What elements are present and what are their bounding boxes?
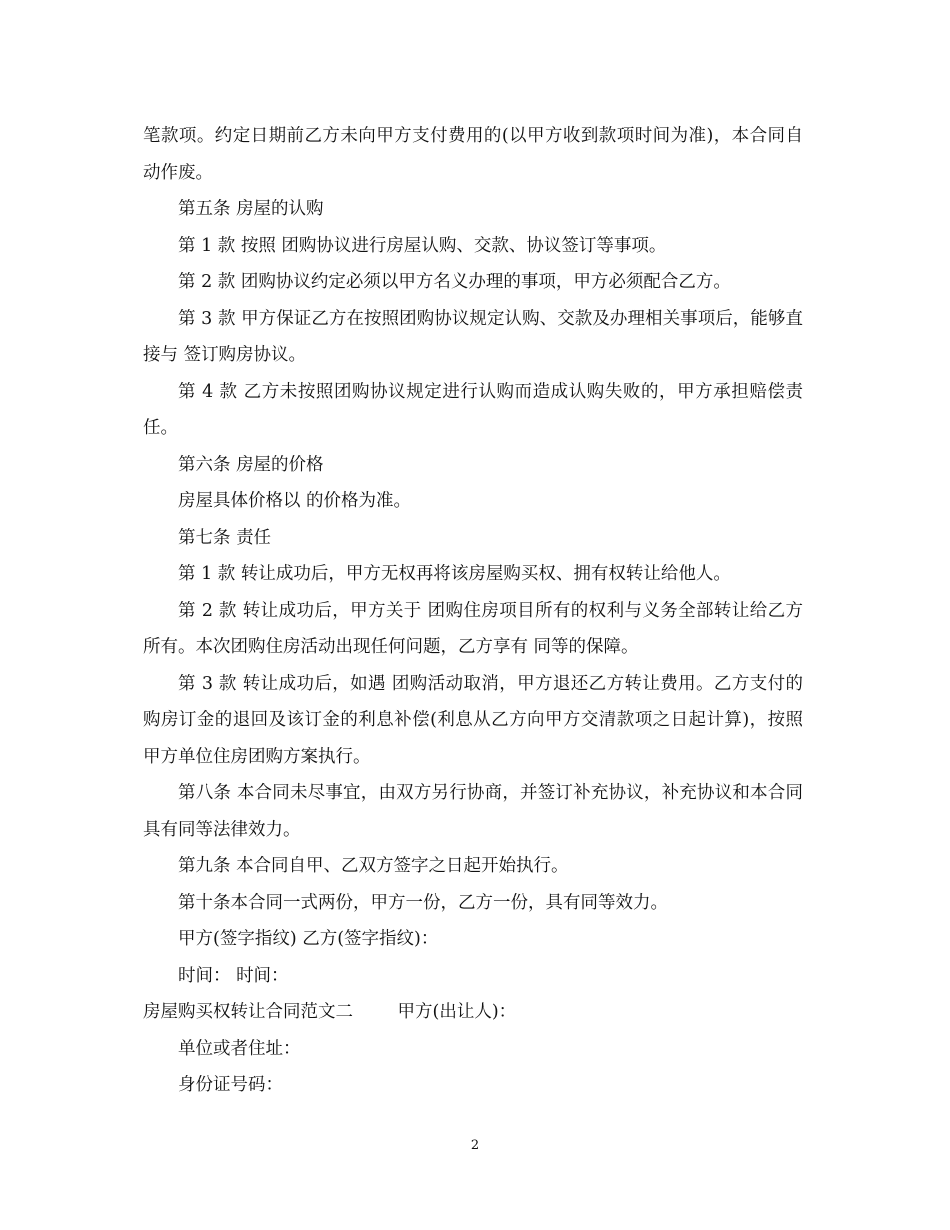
page-number: 2 xyxy=(470,1138,480,1153)
article-heading: 第五条 房屋的认购 xyxy=(178,199,324,219)
paragraph: 第八条 本合同未尽事宜，由双方另行协商，并签订补充协议，补充协议和本合同具有同等法律效力。 xyxy=(143,783,803,840)
article-heading: 第六条 房屋的价格 xyxy=(178,454,324,475)
signature-line: 甲方(签字指纹) 乙方(签字指纹)： xyxy=(178,929,439,949)
paragraph: 第 1 款 按照 团购协议进行房屋认购、交款、协议签订等事项。 xyxy=(178,235,667,256)
paragraph: 第 3 款 甲方保证乙方在按照团购协议规定认购、交款及办理相关事项后，能够直接与 签订购房协议。 xyxy=(143,308,803,365)
paragraph: 笔款项。约定日期前乙方未向甲方支付费用的(以甲方收到款项时间为准)，本合同自动作废。 xyxy=(143,126,803,183)
article-heading: 第七条 责任 xyxy=(178,527,272,548)
paragraph: 第 1 款 转让成功后，甲方无权再将该房屋购买权、拥有权转让给他人。 xyxy=(178,564,731,584)
second-contract-heading xyxy=(143,994,803,1031)
paragraph: 第十条本合同一式两份，甲方一份，乙方一份，具有同等效力。 xyxy=(178,892,668,913)
paragraph: 第 3 款 转让成功后，如遇 团购活动取消，甲方退还乙方转让费用。乙方支付的购房订金的退回及该订金的利息补偿(利息从乙方向甲方交清款项之日起计算)，按照甲方单位住房团购方案执行。 xyxy=(143,673,803,767)
address-field: 单位或者住址： xyxy=(178,1038,301,1059)
paragraph: 第 4 款 乙方未按照团购协议规定进行认购而造成认购失败的，甲方承担赔偿责任。 xyxy=(143,381,803,438)
party-a-label: 甲方(出让人)： xyxy=(397,1002,517,1022)
document-body xyxy=(143,118,803,1104)
paragraph: 第 2 款 转让成功后，甲方关于 团购住房项目所有的权利与义务全部转让给乙方所有。本次团购住房活动出现任何问题，乙方享有 同等的保障。 xyxy=(143,600,803,657)
date-line: 时间： 时间： xyxy=(178,965,289,986)
id-number-field: 身份证号码： xyxy=(178,1075,283,1095)
second-contract-title: 房屋购买权转让合同范文二 xyxy=(143,1002,353,1022)
paragraph: 第九条 本合同自甲、乙双方签字之日起开始执行。 xyxy=(178,856,569,876)
paragraph: 第 2 款 团购协议约定必须以甲方名义办理的事项，甲方必须配合乙方。 xyxy=(178,272,731,292)
paragraph: 房屋具体价格以 的价格为准。 xyxy=(178,491,412,511)
